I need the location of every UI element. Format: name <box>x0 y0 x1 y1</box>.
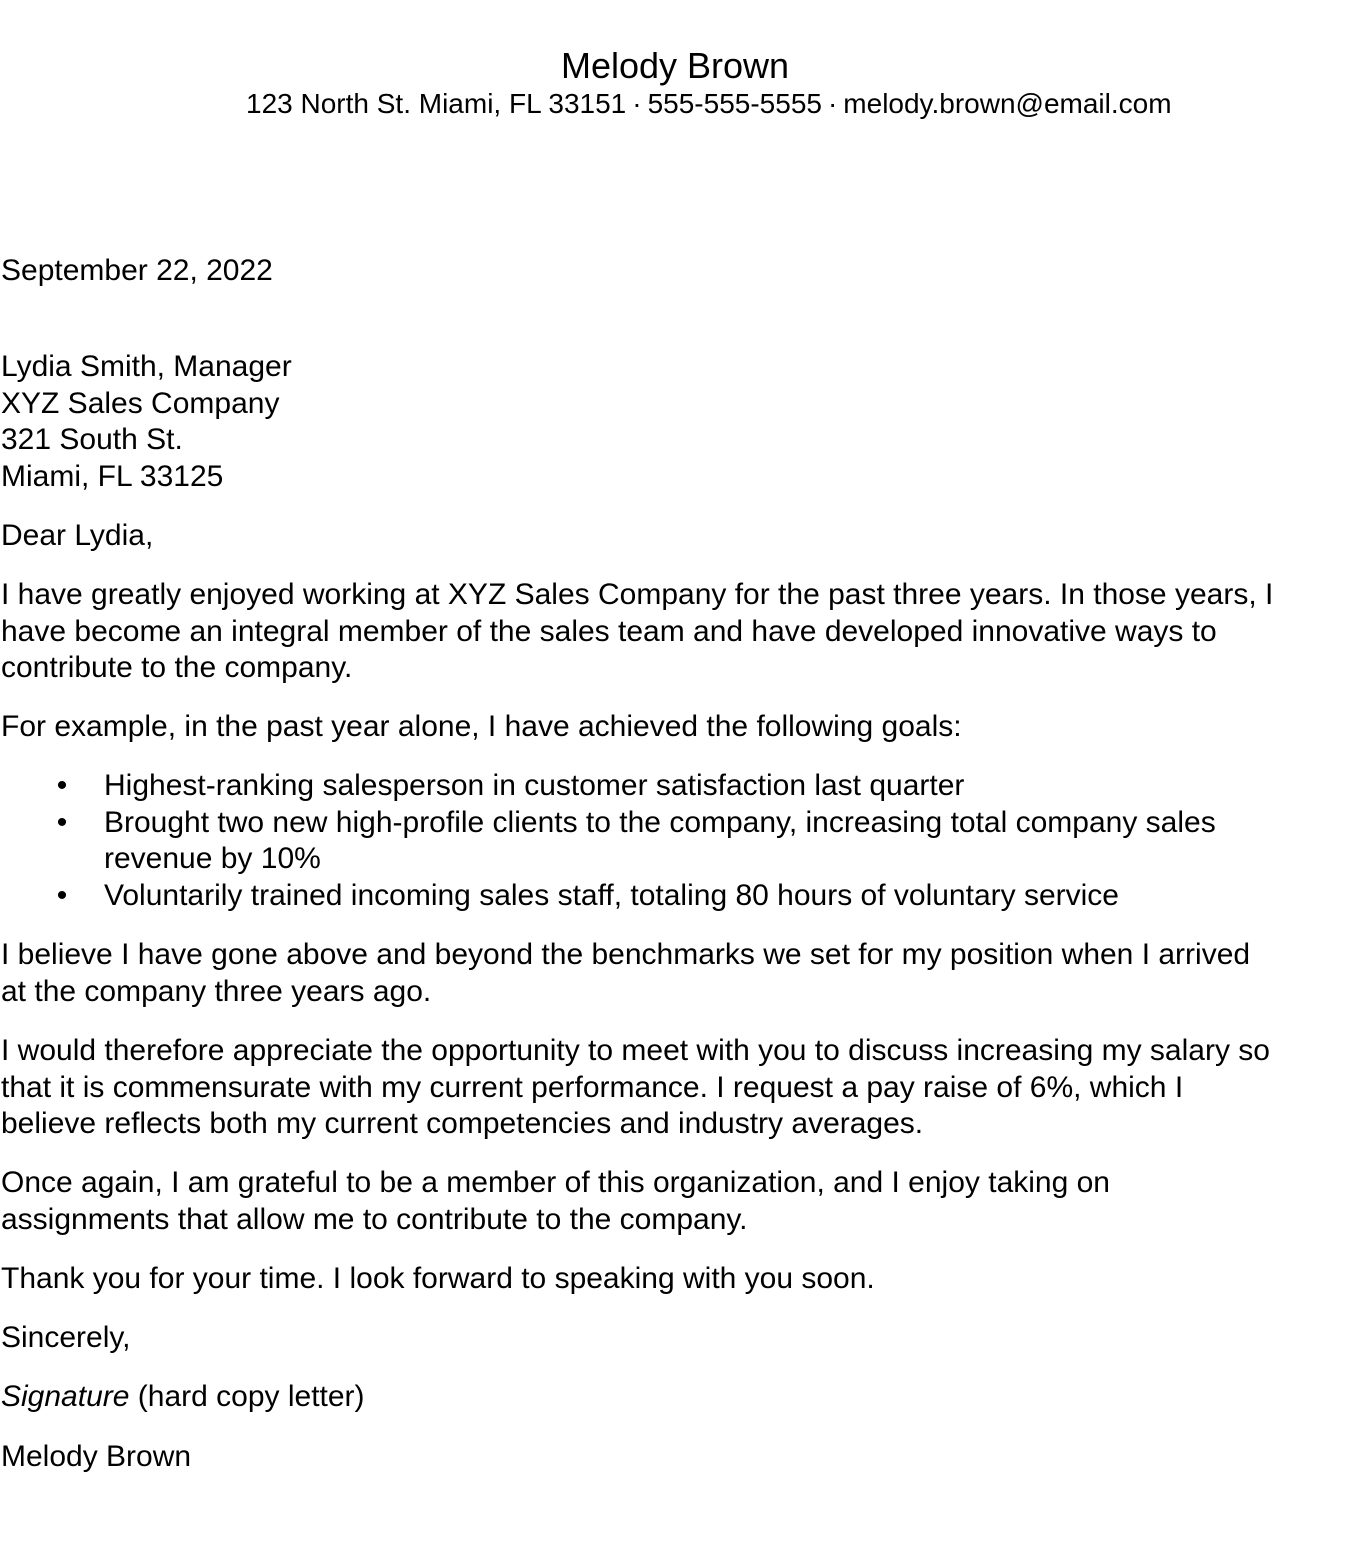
list-item-text: Voluntarily trained incoming sales staff, totaling 80 hours of voluntary service <box>104 878 1119 912</box>
paragraph-line: that it is commensurate with my current performance. I request a pay raise of 6%, which I <box>1 1070 1184 1104</box>
salutation-text: Dear Lydia, <box>1 519 154 552</box>
paragraph-line: contribute to the company. <box>1 651 353 684</box>
paragraph-line: assignments that allow me to contribute to the company. <box>1 1202 748 1236</box>
recipient-company: XYZ Sales Company <box>1 386 280 420</box>
sender-name: Melody Brown <box>560 45 790 86</box>
paragraph-line: I would therefore appreciate the opportunity to meet with you to discuss increasing my salary so <box>1 1034 1270 1067</box>
contact-separator: · <box>632 88 642 119</box>
paragraph-line: For example, in the past year alone, I have achieved the following goals: <box>1 710 962 743</box>
paragraph-benchmarks <box>1 937 1250 1010</box>
signature-placeholder: Signature <box>1 1380 130 1413</box>
bullet-icon: • <box>56 769 68 802</box>
salutation <box>1 518 153 555</box>
recipient-name: Lydia Smith, Manager <box>1 350 292 383</box>
list-item-text: Brought two new high-profile clients to the company, increasing total company sales <box>104 805 1216 839</box>
paragraph-line: I believe I have gone above and beyond the benchmarks we set for my position when I arrived <box>1 938 1251 971</box>
closing <box>1 1320 131 1357</box>
signature-note: (hard copy letter) <box>129 1380 365 1413</box>
letter-date <box>1 253 273 290</box>
goals-bullet-list <box>0 768 1350 914</box>
sender-email: melody.brown@email.com <box>843 88 1172 119</box>
date-text: September 22, 2022 <box>1 254 273 287</box>
paragraph-line: I have greatly enjoyed working at XYZ Sales Company for the past three years. In those years, I <box>1 578 1274 611</box>
bullet-icon: • <box>56 805 68 839</box>
signature-text <box>1 1379 365 1416</box>
signer-name <box>1 1439 191 1476</box>
sender-address: 123 North St. Miami, FL 33151 <box>246 88 627 119</box>
contact-separator: · <box>827 88 838 119</box>
recipient-city: Miami, FL 33125 <box>1 459 224 493</box>
recipient-address-block <box>1 349 292 495</box>
paragraph-intro <box>1 577 1273 687</box>
paragraph-goals-intro <box>1 709 962 746</box>
list-item-text: revenue by 10% <box>104 842 321 875</box>
sender-phone: 555-555-5555 <box>647 88 822 119</box>
list-item-text: Highest-ranking salesperson in customer satisfaction last quarter <box>104 769 965 802</box>
paragraph-line: Thank you for your time. I look forward to speaking with you soon. <box>1 1262 875 1295</box>
list-item <box>0 768 1350 805</box>
paragraph-line: have become an integral member of the sales team and have developed innovative ways to <box>1 614 1217 648</box>
paragraph-gratitude <box>1 1165 1110 1238</box>
list-item <box>0 878 1350 915</box>
recipient-street: 321 South St. <box>1 423 183 456</box>
closing-text: Sincerely, <box>1 1321 131 1354</box>
paragraph-thanks <box>1 1261 875 1298</box>
paragraph-line: at the company three years ago. <box>1 974 432 1008</box>
bullet-icon: • <box>56 878 68 912</box>
paragraph-line: believe reflects both my current competencies and industry averages. <box>1 1107 924 1140</box>
list-item <box>0 805 1350 878</box>
signer-name-text: Melody Brown <box>1 1440 192 1473</box>
paragraph-line: Once again, I am grateful to be a member of this organization, and I enjoy taking on <box>1 1166 1110 1199</box>
paragraph-request <box>1 1033 1270 1143</box>
sender-contact-line <box>246 87 1172 121</box>
signature-line <box>1 1379 365 1416</box>
